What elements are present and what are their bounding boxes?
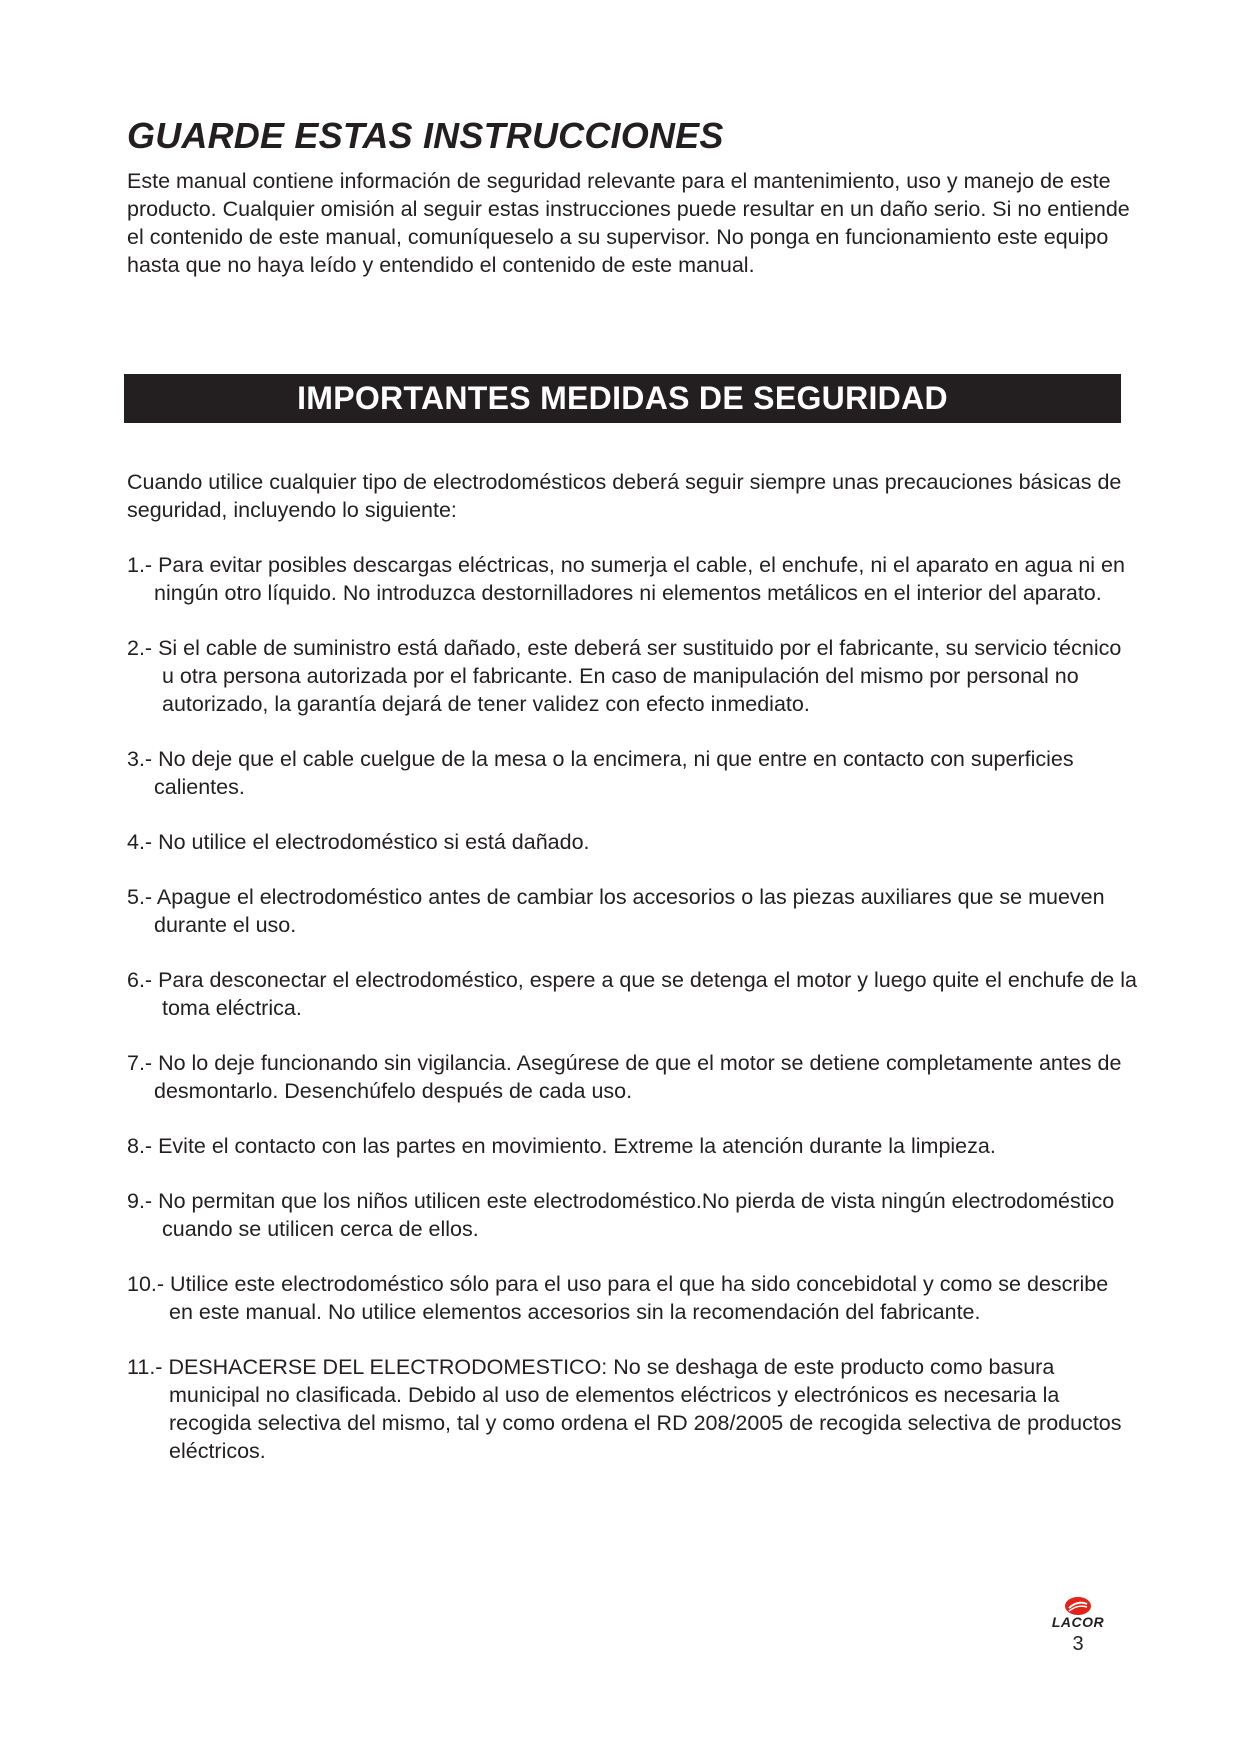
lacor-emblem-icon bbox=[1038, 1596, 1118, 1616]
item-text: No lo deje funcionando sin vigilancia. Asegúrese de que el motor se detiene completamente antes de desmontarlo. Desenchúfelo después de cada uso. bbox=[154, 1051, 1122, 1103]
item-number: 9.- bbox=[127, 1189, 153, 1213]
list-item bbox=[127, 551, 1137, 607]
logo-wordmark: LACOR bbox=[1051, 1614, 1105, 1630]
list-item bbox=[127, 1132, 1137, 1160]
item-text: Evite el contacto con las partes en movimiento. Extreme la atención durante la limpieza. bbox=[158, 1134, 996, 1158]
item-number: 2.- bbox=[127, 636, 153, 660]
list-item bbox=[127, 1353, 1137, 1465]
page-number: 3 bbox=[1072, 1633, 1084, 1655]
item-text: No utilice el electrodoméstico si está dañado. bbox=[158, 830, 590, 854]
item-number: 1.- bbox=[127, 553, 153, 577]
brand-logo bbox=[1038, 1596, 1118, 1630]
list-item bbox=[127, 966, 1137, 1022]
page-title: GUARDE ESTAS INSTRUCCIONES bbox=[127, 115, 724, 156]
item-number: 7.- bbox=[127, 1051, 153, 1075]
list-item bbox=[127, 634, 1137, 718]
item-text: No deje que el cable cuelgue de la mesa o la encimera, ni que entre en contacto con superficies calientes. bbox=[154, 747, 1074, 799]
item-number: 5.- bbox=[127, 885, 153, 909]
intro-paragraph: Este manual contiene información de seguridad relevante para el mantenimiento, uso y manejo de este producto. Cualquier omisión al seguir estas instrucciones puede resultar en un daño serio. Si no entiende el contenido de este manual, comuníqueselo a su supervisor. No ponga en funcionamiento este equipo hasta que no haya leído y entendido el contenido de este manual. bbox=[127, 169, 1130, 277]
lead-paragraph: Cuando utilice cualquier tipo de electrodomésticos deberá seguir siempre unas precauciones básicas de seguridad, incluyendo lo siguiente: bbox=[127, 470, 1122, 522]
item-number: 11.- bbox=[127, 1355, 163, 1379]
list-item bbox=[127, 883, 1137, 939]
list-item bbox=[127, 1187, 1137, 1243]
item-text: Utilice este electrodoméstico sólo para el uso para el que ha sido concebidotal y como se describe en este manual. No utilice elementos accesorios sin la recomendación del fabricante. bbox=[169, 1272, 1109, 1324]
item-number: 10.- bbox=[127, 1272, 165, 1296]
list-item bbox=[127, 745, 1137, 801]
item-text: Si el cable de suministro está dañado, este deberá ser sustituido por el fabricante, su servicio técnico u otra persona autorizada por el fabricante. En caso de manipulación del mismo por personal no autorizado, la garantía dejará de tener validez con efecto inmediato. bbox=[158, 636, 1122, 716]
item-text: Para evitar posibles descargas eléctricas, no sumerja el cable, el enchufe, ni el aparato en agua ni en ningún otro líquido. No introduzca destornilladores ni elementos metálicos en el interior del aparato. bbox=[154, 553, 1125, 605]
item-text: DESHACERSE DEL ELECTRODOMESTICO: No se deshaga de este producto como basura municipal no clasificada. Debido al uso de elementos eléctricos y electrónicos es necesaria la recogida selectiva del mismo, tal y como ordena el RD 208/2005 de recogida selectiva de productos eléctricos. bbox=[168, 1355, 1122, 1463]
list-item bbox=[127, 1270, 1137, 1326]
item-number: 4.- bbox=[127, 830, 153, 854]
item-text: No permitan que los niños utilicen este electrodoméstico.No pierda de vista ningún electrodoméstico cuando se utilicen cerca de ellos. bbox=[158, 1189, 1115, 1241]
safety-list bbox=[127, 551, 1137, 1492]
item-number: 6.- bbox=[127, 968, 153, 992]
section-banner: IMPORTANTES MEDIDAS DE SEGURIDAD bbox=[124, 374, 1121, 423]
item-text: Apague el electrodoméstico antes de cambiar los accesorios o las piezas auxiliares que se mueven durante el uso. bbox=[154, 885, 1105, 937]
list-item bbox=[127, 1049, 1137, 1105]
list-item bbox=[127, 828, 1137, 856]
item-text: Para desconectar el electrodoméstico, espere a que se detenga el motor y luego quite el enchufe de la toma eléctrica. bbox=[158, 968, 1137, 1020]
item-number: 3.- bbox=[127, 747, 153, 771]
item-number: 8.- bbox=[127, 1134, 153, 1158]
